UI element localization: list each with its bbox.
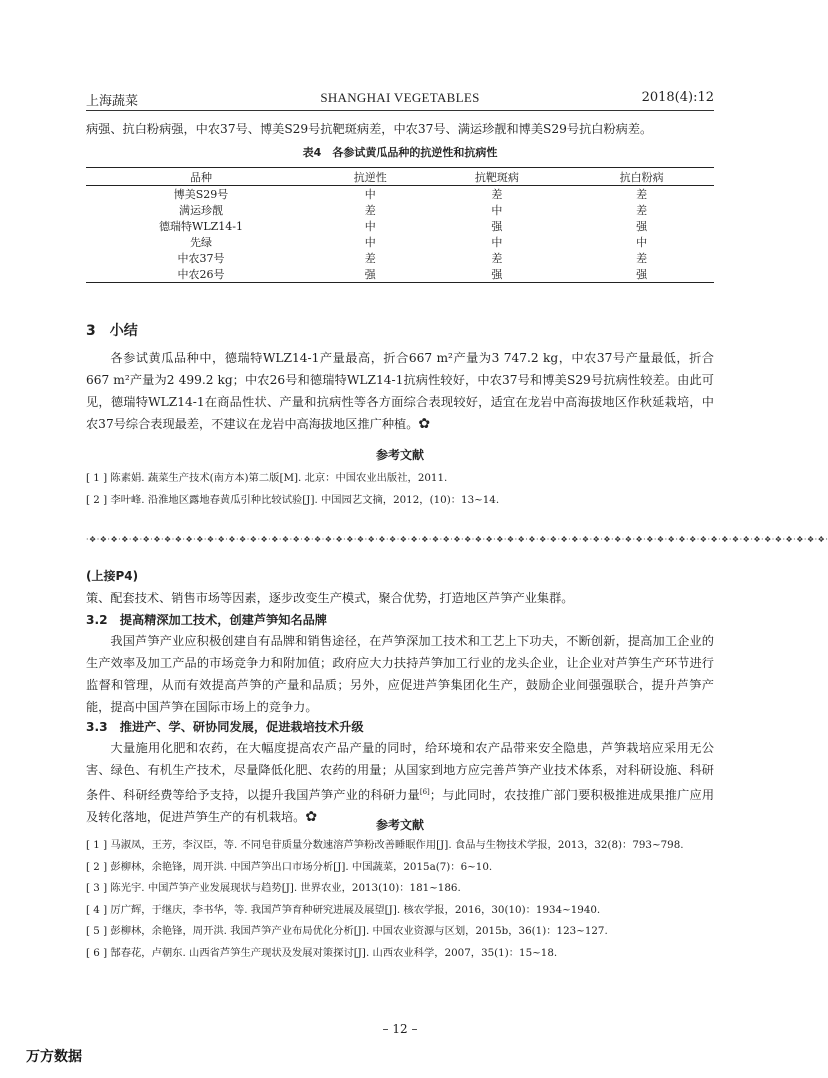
table-cell: 中农37号: [177, 252, 225, 265]
table-cell: 博美S29号: [173, 188, 229, 201]
subsection-text: 大量施用化肥和农药，在大幅度提高农产品产量的同时，给环境和农产品带来安全隐患，芦笋栽培应采用无公害、绿色、有机生产技术，尽量降低化肥、农药的用量；从国家到地方应完善芦笋产业技术体系，对科研设施、科研条件、科研经费等给予支持，以提升我国芦笋产业的科研力量: [86, 741, 714, 803]
reference-item: [ 2 ] 彭柳林，余艳锋，周开洪. 中国芦笋出口市场分析[J]. 中国蔬菜，2015a(7)：6~10.: [86, 860, 493, 873]
reference-item: [ 2 ] 李叶峰. 沿淮地区露地春黄瓜引种比较试验[J]. 中国园艺文摘，2012，(10)：13~14.: [86, 493, 500, 506]
reference-item: [ 1 ] 马淑凤，王芳，李汉臣，等. 不同皂苷质量分数速溶芦笋粉改善睡眠作用[J]. 食品与生物技术学报，2013，32(8)：793~798.: [86, 839, 684, 851]
end-mark-icon: ✿: [305, 809, 318, 826]
table-row: [86, 266, 714, 283]
table-cell: 强: [569, 266, 714, 283]
reference-item: [ 5 ] 彭柳林，余艳锋，周开洪. 我国芦笋产业布局优化分析[J]. 中国农业资源与区划，2015b，36(1)：123~127.: [86, 925, 608, 937]
subsection-text-tail: ；与此同时，农技推广部门要积极推进成果推广应用及转化落地，促进芦笋生产的有机栽培。: [86, 788, 715, 825]
subsection-title: 3.2 提高精深加工技术，创建芦笋知名品牌: [86, 613, 327, 627]
reference-item: [ 1 ] 陈素娟. 蔬菜生产技术(南方本)第二版[M]. 北京：中国农业出版社，2011.: [86, 472, 448, 484]
watermark: 万方数据: [26, 1049, 82, 1065]
table-cell: 中: [491, 204, 503, 217]
table-header-cell: 抗白粉病: [569, 168, 714, 186]
table-header-cell: 品种: [86, 168, 316, 186]
journal-name-en: SHANGHAI VEGETABLES: [320, 90, 480, 105]
table-cell: 差: [636, 204, 648, 217]
references-list: [86, 468, 714, 511]
table-cell: 强: [425, 266, 570, 283]
page-number: – 12 –: [382, 1022, 418, 1036]
resistance-table: [86, 167, 714, 283]
running-header: [86, 90, 714, 110]
table-cell: 中: [364, 188, 376, 201]
table-cell: 中: [364, 220, 376, 233]
section-title: 3 小结: [86, 323, 138, 339]
table-header-cell: 抗逆性: [316, 168, 425, 186]
citation: [6]: [419, 788, 430, 796]
issue-info: 2018(4):12: [641, 90, 714, 105]
header-rule: [86, 110, 714, 111]
journal-name-cn: 上海蔬菜: [86, 94, 139, 109]
table-cell: 差: [364, 252, 376, 265]
table-row: [86, 202, 714, 218]
subsection-body: [86, 737, 714, 828]
table-cell: 差: [364, 204, 376, 217]
continued-label: (上接P4): [86, 569, 139, 583]
reference-item: [ 6 ] 郜春花，卢朝东. 山西省芦笋生产现状及发展对策探讨[J]. 山西农业科学，2007，35(1)：15~18.: [86, 946, 558, 959]
table-cell: 强: [316, 266, 425, 283]
end-mark-icon: ✿: [418, 416, 431, 432]
references-title: 参考文献: [375, 818, 424, 832]
ornamental-divider: ·❖·❖·❖·❖·❖·❖·❖·❖·❖·❖·❖·❖·❖·❖·❖·❖·❖·❖·❖·❖·❖·❖·❖·❖·❖·❖·❖·❖·❖·❖·❖·❖·❖·❖·❖·❖·❖·❖·❖·❖·❖·❖·❖·❖·❖·❖·❖·❖·❖·❖·❖·❖·❖·❖·❖·❖·❖·❖·❖·❖·❖·❖·❖·❖·❖·❖·❖·❖·❖·: [86, 535, 828, 544]
table-cell: 差: [636, 188, 648, 201]
table-cell: 差: [491, 188, 503, 201]
table-row: [86, 250, 714, 266]
summary-paragraph: [86, 347, 714, 435]
table-cell: 强: [636, 220, 648, 233]
table-cell: 强: [491, 220, 503, 233]
subsection-title: 3.3 推进产、学、研协同发展，促进栽培技术升级: [86, 720, 364, 734]
table-cell: 先绿: [190, 236, 212, 249]
reference-item: [ 3 ] 陈光宇. 中国芦笋产业发展现状与趋势[J]. 世界农业，2013(10)：181~186.: [86, 882, 461, 894]
references-list: [86, 835, 714, 964]
table-row: [86, 186, 714, 203]
table-row: [86, 218, 714, 234]
table-cell: 满运珍靓: [179, 204, 223, 217]
summary-text: 各参试黄瓜品种中，德瑞特WLZ14-1产量最高，折合667 m²产量为3 747.2 kg，中农37号产量最低，折合667 m²产量为2 499.2 kg；中农26号和德瑞特WLZ14-1抗病性较好，中农37号和博美S29号抗病性较差。由此可见，德瑞特WLZ14-1在商品性状、产量和抗病性等各方面综合表现较好，适宜在龙岩中高海拔地区作秋延栽培，中农37号综合表现最差，不建议在龙岩中高海拔地区推广种植。: [86, 351, 714, 431]
table-header-row: [86, 168, 714, 186]
continued-text: 策、配套技术、销售市场等因素，逐步改变生产模式，聚合优势，打造地区芦笋产业集群。: [86, 591, 574, 605]
table-cell: 差: [491, 252, 503, 265]
table-cell: 中: [636, 236, 648, 249]
table-cell: 差: [636, 252, 648, 265]
table-cell: 中: [364, 236, 376, 249]
top-paragraph: 病强、抗白粉病强，中农37号、博美S29号抗靶斑病差，中农37号、满运珍靓和博美S29号抗白粉病差。: [86, 122, 653, 136]
reference-item: [ 4 ] 厉广辉，于继庆，李书华，等. 我国芦笋育种研究进展及展望[J]. 核农学报，2016，30(10)：1934~1940.: [86, 903, 601, 916]
references-title: 参考文献: [375, 448, 424, 462]
table-header-cell: 抗靶斑病: [425, 168, 570, 186]
table-cell: 德瑞特WLZ14-1: [159, 220, 243, 233]
subsection-body: 我国芦笋产业应积极创建自有品牌和销售途径，在芦笋深加工技术和工艺上下功夫，不断创新，提高加工企业的生产效率及加工产品的市场竞争力和附加值；政府应大力扶持芦笋加工行业的龙头企业，让企业对芦笋生产环节进行监督和管理，从而有效提高芦笋的产量和品质；另外，应促进芦笋集团化生产，鼓励企业间强强联合，提升芦笋产能，提高中国芦笋在国际市场上的竞争力。: [86, 634, 714, 714]
table-row: [86, 234, 714, 250]
table-cell: 中: [491, 236, 503, 249]
table-cell: 中农26号: [86, 266, 316, 283]
table-caption: 表4 各参试黄瓜品种的抗逆性和抗病性: [302, 146, 498, 159]
